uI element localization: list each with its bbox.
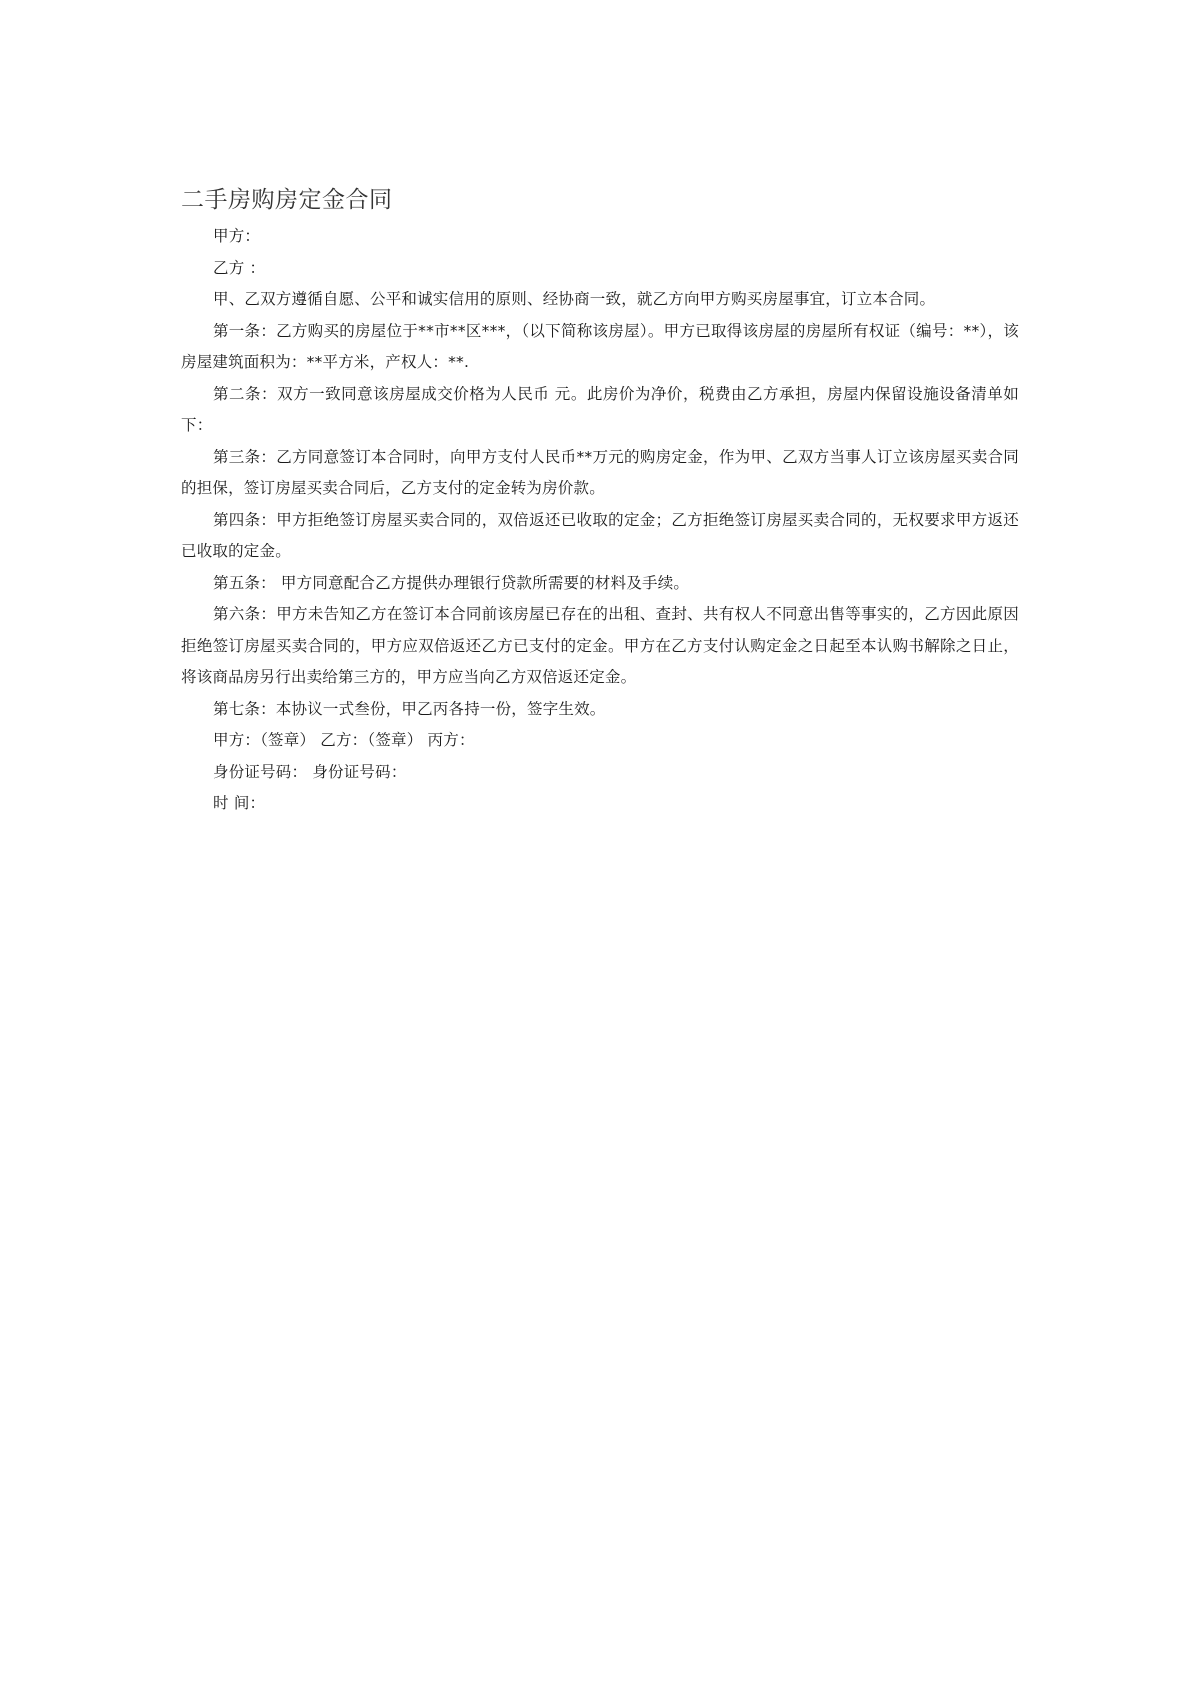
article-5-paragraph: 第五条： 甲方同意配合乙方提供办理银行贷款所需要的材料及手续。 [213, 573, 690, 592]
party-a-line: 甲方： [213, 227, 261, 245]
preamble-paragraph: 甲、乙双方遵循自愿、公平和诚实信用的原则、经协商一致，就乙方向甲方购买房屋事宜，订立本合同。 [213, 290, 936, 308]
article-7-paragraph: 第七条：本协议一式叁份，甲乙丙各持一份，签字生效。 [213, 699, 606, 718]
document-title: 二手房购房定金合同 [181, 187, 393, 213]
party-b-line: 乙方 ： [213, 258, 266, 277]
signature-line: 甲方：（签章） 乙方：（签章） 丙方： [213, 731, 475, 749]
contract-body [181, 183, 1019, 820]
article-3-paragraph: 第三条：乙方同意签订本合同时，向甲方支付人民币**万元的购房定金，作为甲、乙双方当事人订立该房屋买卖合同的担保，签订房屋买卖合同后，乙方支付的定金转为房价款。 [181, 447, 1019, 497]
date-line: 时 间： [213, 794, 266, 812]
article-2-paragraph: 第二条：双方一致同意该房屋成交价格为人民币 元。此房价为净价，税费由乙方承担，房屋内保留设施设备清单如下： [181, 384, 1019, 434]
article-6-paragraph: 第六条：甲方未告知乙方在签订本合同前该房屋已存在的出租、查封、共有权人不同意出售等事实的，乙方因此原因拒绝签订房屋买卖合同的，甲方应双倍返还乙方已支付的定金。甲方在乙方支付认购定金之日起至本认购书解除之日止，将该商品房另行出卖给第三方的，甲方应当向乙方双倍返还定金。 [181, 605, 1019, 686]
article-4-paragraph: 第四条：甲方拒绝签订房屋买卖合同的，双倍返还已收取的定金；乙方拒绝签订房屋买卖合同的，无权要求甲方返还已收取的定金。 [181, 510, 1019, 560]
article-1-paragraph: 第一条：乙方购买的房屋位于**市**区***，（以下简称该房屋）。甲方已取得该房屋的房屋所有权证（编号：**），该房屋建筑面积为：**平方米，产权人：**. [181, 321, 1019, 371]
id-number-line: 身份证号码： 身份证号码： [213, 762, 407, 781]
